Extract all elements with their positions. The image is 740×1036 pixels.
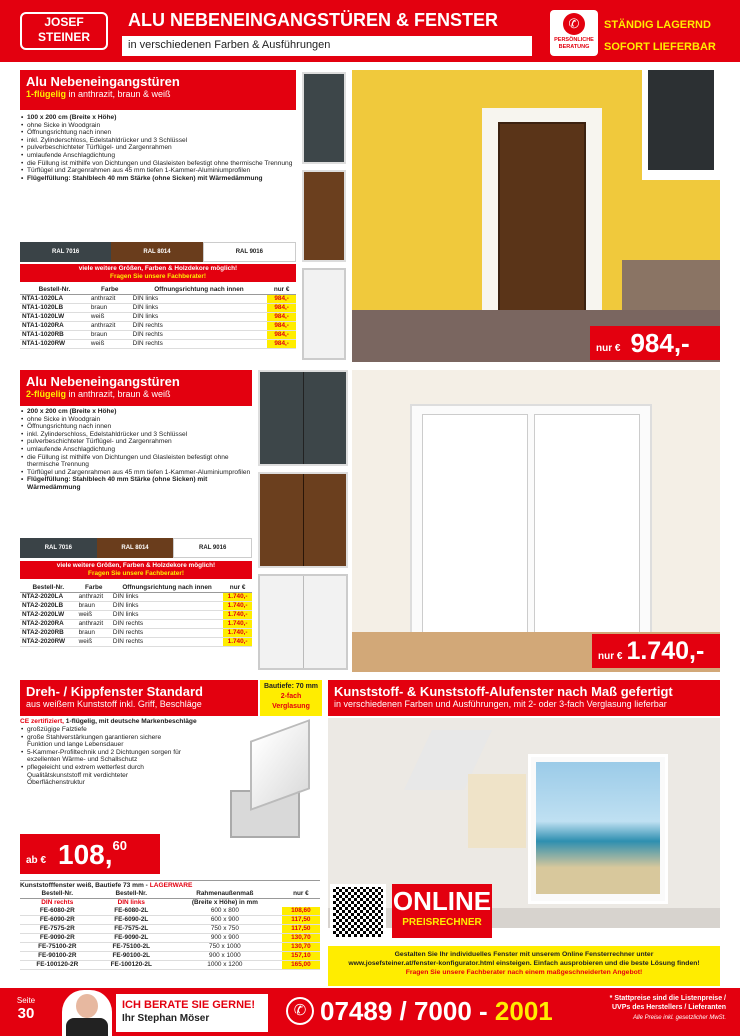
swatch-anthracite: RAL 7016 xyxy=(20,538,97,558)
section2-note: viele weitere Größen, Farben & Holzdekore möglich! Fragen Sie unsere Fachberater! xyxy=(20,561,252,579)
kitchen-window-photo xyxy=(328,718,720,928)
advisor-photo xyxy=(62,990,112,1036)
section2-price: nur € 1.740,- xyxy=(592,634,720,668)
footer-notes: * Stattpreise sind die Listenpreise / UVPs des Herstellers / Lieferanten Alle Preise inkl. gesetzlicher MwSt. xyxy=(609,995,726,1021)
door-thumb-white xyxy=(302,268,346,360)
table-row: FE-100120-2R FE-100120-2L 1000 x 1200 165,00 xyxy=(20,961,320,970)
door-thumb-anthracite xyxy=(302,72,346,164)
section3-table: Bestell-Nr. Bestell-Nr. Rahmenaußenmaß nur € DIN rechts DIN links (Breite x Höhe) in mm FE-6080-2R FE-6080-2L 600 x 800 108,60 FE-6090-2R FE-6090-2L 600 x 900 117,50 FE-7575-2R FE-7575-2L 750 x 750 117,50 FE-9090-2R FE-9090-2L 900 x 900 130,70 FE-75100-2R FE-75100-2L 750 x 1000 130,70 FE-90100-2R FE-90100-2L 900 x 1000 157,10 FE-100120-2R FE-100120-2L 1000 x 1200 165,00 xyxy=(20,890,320,970)
table-row: NTA2-2020LW weiß DIN links 1.740,- xyxy=(20,611,252,620)
swatch-white: RAL 9016 xyxy=(173,538,252,558)
table-row: NTA2-2020RB braun DIN rechts 1.740,- xyxy=(20,629,252,638)
table-row: FE-7575-2R FE-7575-2L 750 x 750 117,50 xyxy=(20,925,320,934)
footer-phone-icon: ✆ xyxy=(286,997,314,1025)
swatch-white: RAL 9016 xyxy=(203,242,296,262)
table-row: FE-90100-2R FE-90100-2L 900 x 1000 157,10 xyxy=(20,952,320,961)
section1-price: nur € 984,- xyxy=(590,326,720,360)
double-door-thumb-white xyxy=(258,574,348,670)
table-row: NTA1-1020RA anthrazit DIN rechts 984,- xyxy=(20,322,296,331)
table-row: NTA1-1020LB braun DIN links 984,- xyxy=(20,304,296,313)
table-row: NTA2-2020LB braun DIN links 1.740,- xyxy=(20,602,252,611)
table-row: NTA2-2020LA anthrazit DIN links 1.740,- xyxy=(20,593,252,602)
table-row: NTA2-2020RW weiß DIN rechts 1.740,- xyxy=(20,638,252,647)
section2-color-swatches xyxy=(20,538,252,558)
swatch-anthracite: RAL 7016 xyxy=(20,242,111,262)
table-row: NTA2-2020RA anthrazit DIN rechts 1.740,- xyxy=(20,620,252,629)
section1-note: viele weitere Größen, Farben & Holzdekore möglich! Fragen Sie unsere Fachberater! xyxy=(20,264,296,282)
table-row: NTA1-1020LA anthrazit DIN links 984,- xyxy=(20,295,296,304)
door-photo-yellow-house xyxy=(352,70,720,362)
section2-table: Bestell-Nr. Farbe Öffnungsrichtung nach innen nur € NTA2-2020LA anthrazit DIN links 1.740,- NTA2-2020LB braun DIN links 1.740,- NTA2-2020LW weiß DIN links 1.740,- NTA2-2020RA anthrazit DIN rechts 1.740,- NTA2-2020RB braun DIN rechts 1.740,- NTA2-2020RW weiß DIN rechts 1.740,- xyxy=(20,584,252,647)
online-info-box: Gestalten Sie Ihr individuelles Fenster mit unserem Online Fensterrechner unter www.josefsteiner.at/fenster-konfigurator.html einsteigen. Einfach ausprobieren und die beste Lösung finden! Fragen Sie unsere Fachberater nach einem maßgeschneiderten Angebot! xyxy=(328,946,720,986)
swatch-brown: RAL 8014 xyxy=(97,538,174,558)
section3-features: • großzügige Falztiefe • große Stahlverstärkungen garantieren sichere Funktion und lange Lebensdauer • 5-Kammer-Profiltechnik und 2 Dichtungen sorgen für exzellenten Wärme- und Schallschutz • pflegeleicht und extrem wetterfest durch Qualitätskunststoff mit verdichteter Oberflächenstruktur xyxy=(20,726,220,787)
section3-ce: CE zertifiziert, 1-flügelig, mit deutsche Markenbeschläge xyxy=(20,718,197,725)
double-door-thumb-anthracite xyxy=(258,370,348,466)
section1-header: Alu Nebeneingangstüren 1-flügelig in anthrazit, braun & weiß xyxy=(20,70,296,110)
section1-table: Bestell-Nr. Farbe Öffnungsrichtung nach innen nur € NTA1-1020LA anthrazit DIN links 984,- NTA1-1020LB braun DIN links 984,- NTA1-1020LW weiß DIN links 984,- NTA1-1020RA anthrazit DIN rechts 984,- NTA1-1020RB braun DIN rechts 984,- NTA1-1020RW weiß DIN rechts 984,- xyxy=(20,286,296,349)
consult-badge: ✆ PERSÖNLICHE BERATUNG xyxy=(550,10,598,56)
hotline-number[interactable]: 07489 / 7000 - 2001 xyxy=(320,996,553,1026)
table-row: FE-75100-2R FE-75100-2L 750 x 1000 130,70 xyxy=(20,943,320,952)
advisor-box: ICH BERATE SIE GERNE! Ihr Stephan Möser xyxy=(116,994,268,1032)
section1-color-swatches xyxy=(20,242,296,262)
header-title-box xyxy=(122,6,532,56)
table-row: NTA1-1020RB braun DIN rechts 984,- xyxy=(20,331,296,340)
section3-tag: Bautiefe: 70 mm 2-fach Verglasung xyxy=(260,680,322,716)
logo: JOSEF STEINER xyxy=(20,12,108,50)
section1-features: • 100 x 200 cm (Breite x Höhe) • ohne Sicke in Woodgrain • Öffnungsrichtung nach innen • inkl. Zylinderschloss, Edelstahldrücker und 3 Schlüssel • pulverbeschichteter Türflügel- und Zargenrahmen • umlaufende Anschlagdichtung • die Füllung ist mithilfe von Dichtungen und Glasleisten befestigt ohne thermische Trennung • Türflügel und Zargenrahmen aus 45 mm tiefen 1-Kammer-Aluminiumprofilen • Flügelfüllung: Stahlblech 40 mm Stärke (ohne Sicken) mit Wärmedämmung xyxy=(20,114,296,182)
table-row: FE-6090-2R FE-6090-2L 600 x 900 117,50 xyxy=(20,916,320,925)
section3-price: ab € 108, 60 xyxy=(20,834,160,874)
table-row: FE-6080-2R FE-6080-2L 600 x 800 108,60 xyxy=(20,907,320,916)
table-row: NTA1-1020LW weiß DIN links 984,- xyxy=(20,313,296,322)
page-subtitle: in verschiedenen Farben & Ausführungen xyxy=(128,39,331,51)
swatch-brown: RAL 8014 xyxy=(111,242,202,262)
door-thumb-brown xyxy=(302,170,346,262)
online-calculator-badge[interactable]: ONLINE PREISRECHNER xyxy=(392,884,492,938)
page-number: Seite 30 xyxy=(16,996,36,1022)
section2-header: Alu Nebeneingangstüren 2-flügelig in anthrazit, braun & weiß xyxy=(20,370,252,406)
phone-icon: ✆ xyxy=(563,13,585,35)
section3-table-title: Kunststofffenster weiß, Bautiefe 73 mm - LAGERWARE xyxy=(20,880,320,890)
claim: STÄNDIG LAGERND SOFORT LIEFERBAR xyxy=(604,19,716,53)
section3-header: Dreh- / Kippfenster Standard aus weißem Kunststoff inkl. Griff, Beschläge xyxy=(20,680,258,716)
section4-header: Kunststoff- & Kunststoff-Alufenster nach Maß gefertigt in verschiedenen Farben und Ausführungen, mit 2- oder 3-fach Verglasung lieferbar xyxy=(328,680,720,716)
qr-code[interactable] xyxy=(330,884,386,940)
page-title: ALU NEBENEINGANGSTÜREN & FENSTER xyxy=(122,6,532,36)
table-row: FE-9090-2R FE-9090-2L 900 x 900 130,70 xyxy=(20,934,320,943)
table-row: NTA1-1020RW weiß DIN rechts 984,- xyxy=(20,340,296,349)
window-profile-image xyxy=(220,720,320,840)
configurator-link[interactable]: www.josefsteiner.at/fenster-konfigurator.html einsteigen. Einfach ausprobieren und die beste Lösung finden! xyxy=(348,960,700,967)
double-door-photo xyxy=(352,370,720,672)
section2-features: • 200 x 200 cm (Breite x Höhe) • ohne Sicke in Woodgrain • Öffnungsrichtung nach innen • inkl. Zylinderschloss, Edelstahldrücker und 3 Schlüssel • pulverbeschichteter Türflügel- und Zargenrahmen • umlaufende Anschlagdichtung • die Füllung ist mithilfe von Dichtungen und Glasleisten befestigt ohne thermische Trennung • Türflügel und Zargenrahmen aus 45 mm tiefen 1-Kammer-Aluminiumprofilen • Flügelfüllung: Stahlblech 40 mm Stärke (ohne Sicken) mit Wärmedämmung xyxy=(20,408,252,492)
double-door-thumb-brown xyxy=(258,472,348,568)
